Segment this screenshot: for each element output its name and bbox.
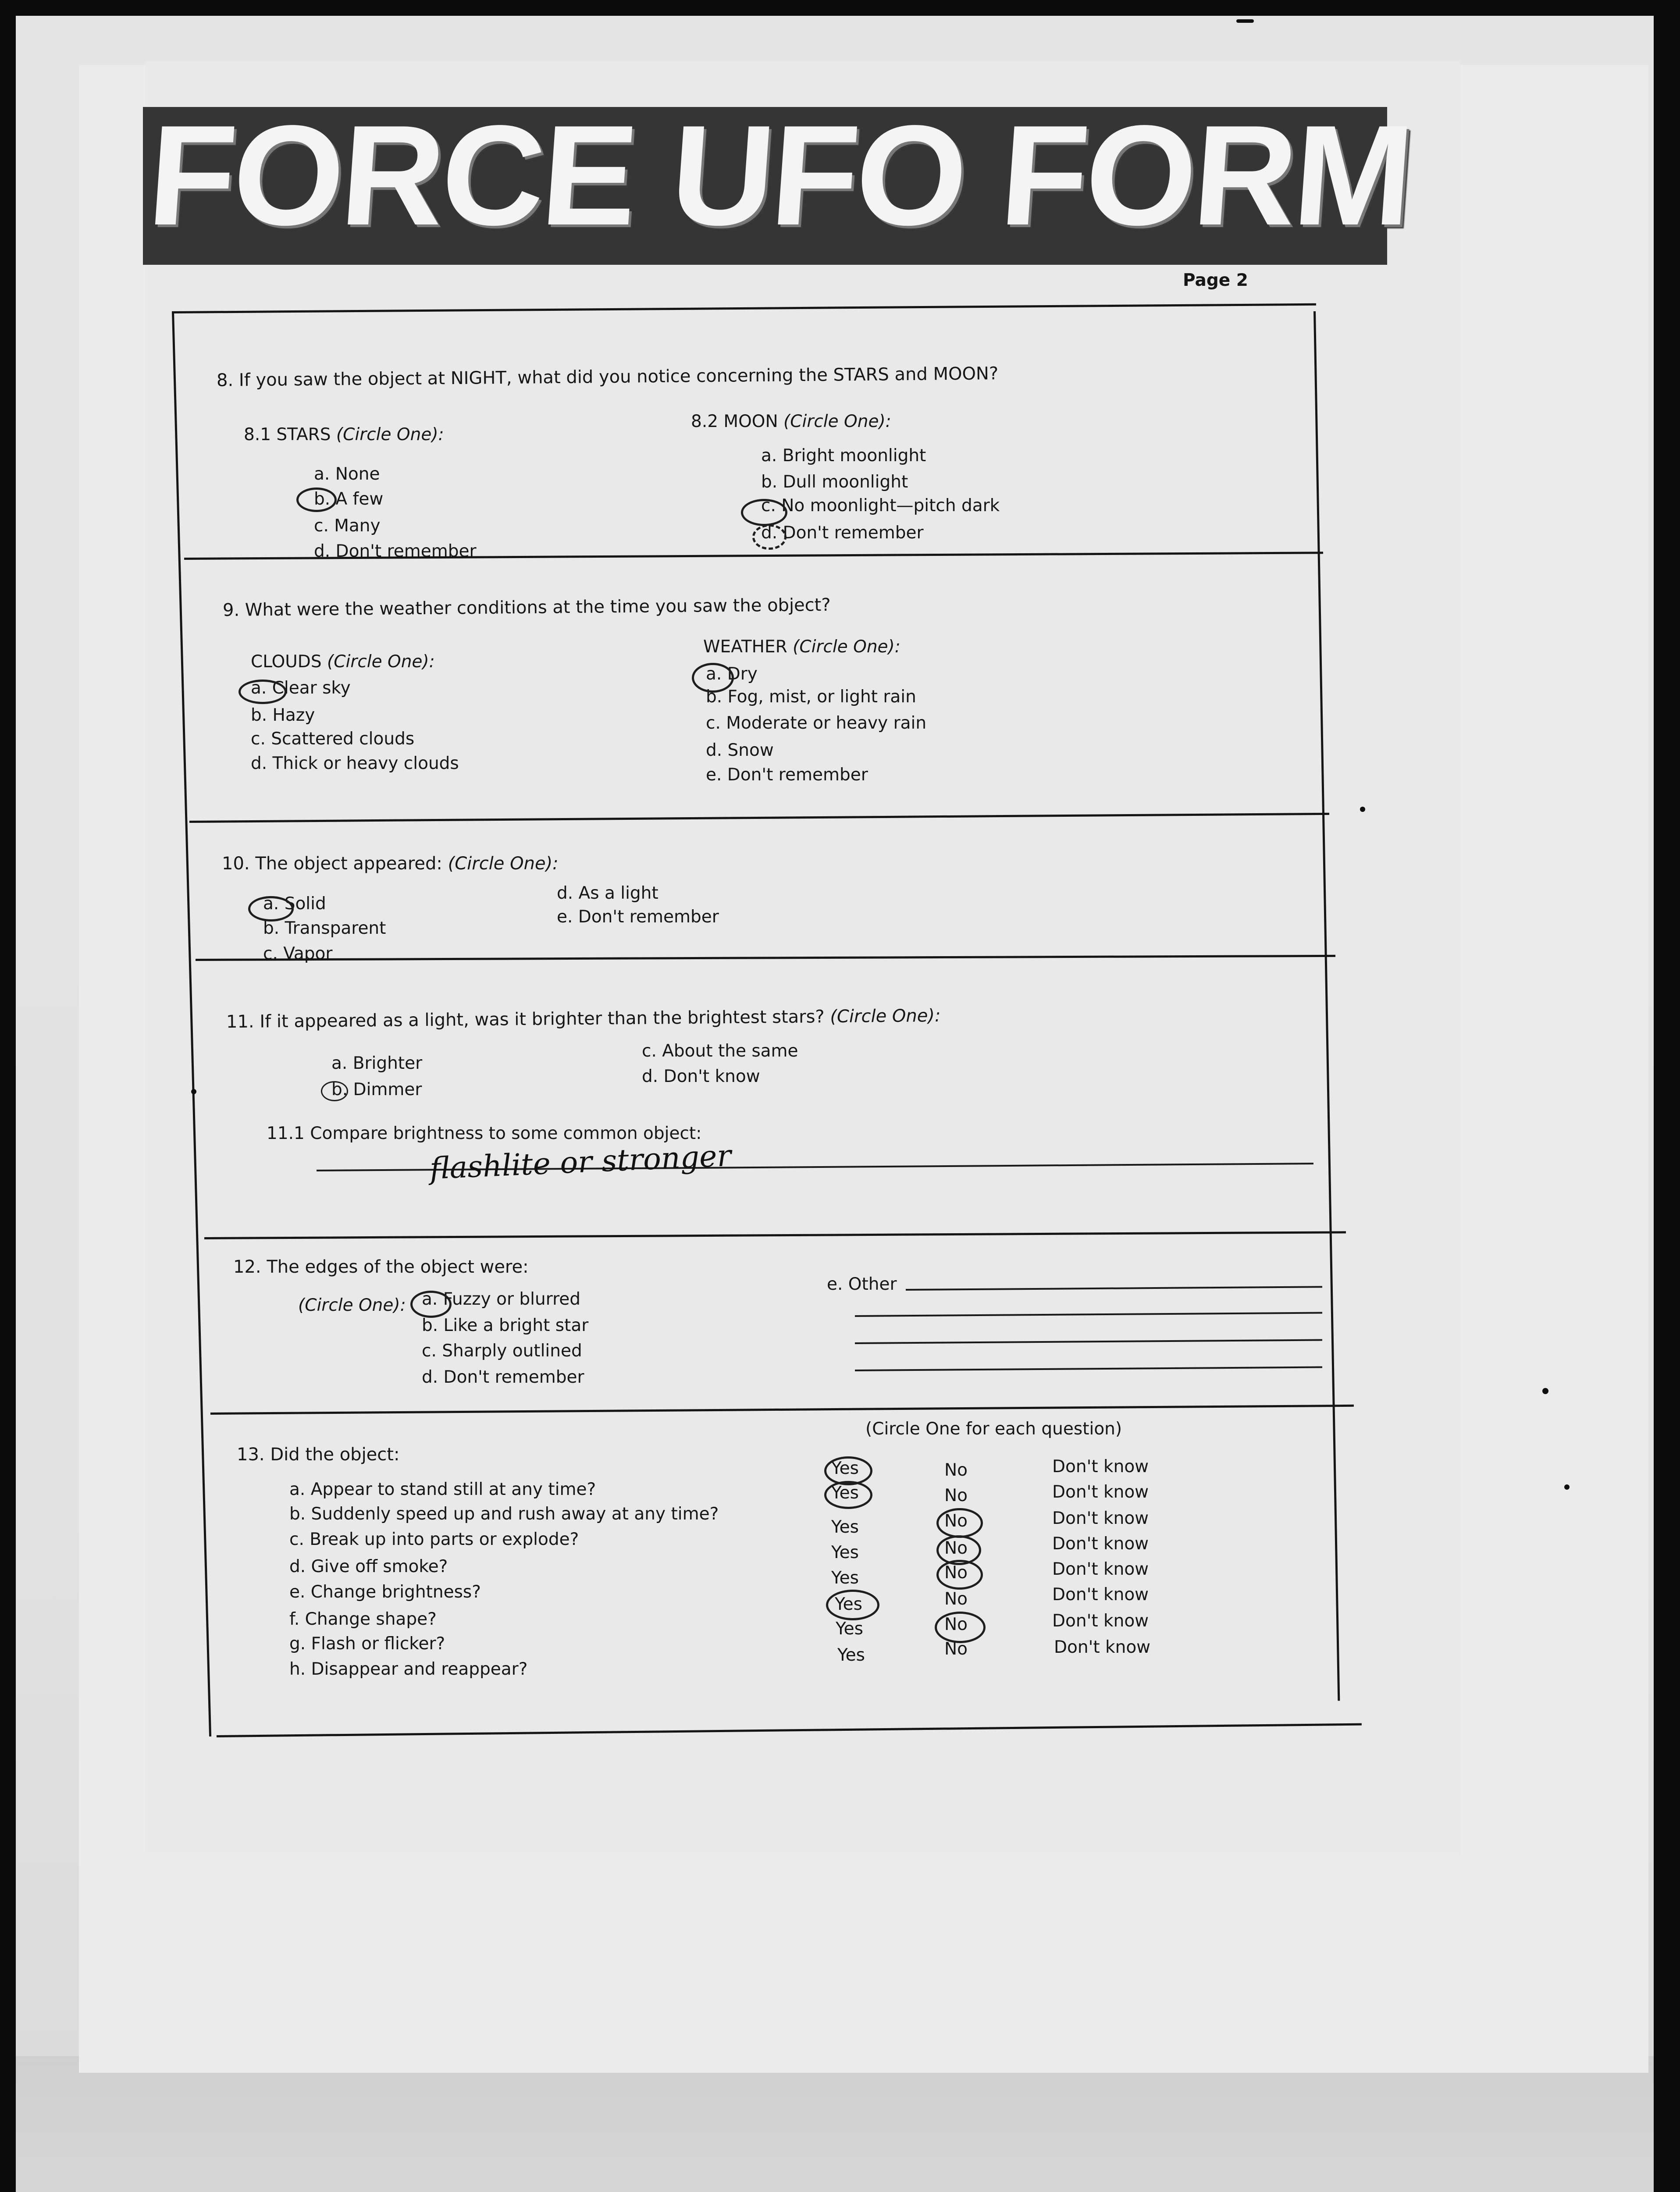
q12-hint: (Circle One):	[298, 1295, 406, 1315]
stray-mark-3	[1564, 1484, 1570, 1490]
q13-item-f: f. Change shape?	[289, 1609, 437, 1629]
q13-h-yes[interactable]: Yes	[837, 1645, 865, 1665]
q13-e-no[interactable]: No	[944, 1563, 968, 1583]
q13-question: 13. Did the object:	[237, 1445, 400, 1465]
q13-g-yes[interactable]: Yes	[836, 1619, 863, 1639]
q13-e-dk[interactable]: Don't know	[1052, 1559, 1149, 1579]
q12-opt-d[interactable]: d. Don't remember	[422, 1367, 584, 1387]
q9-clouds-opt-b[interactable]: b. Hazy	[251, 705, 315, 725]
q8-moon-circle-d	[752, 524, 787, 550]
q13-d-no[interactable]: No	[944, 1538, 968, 1558]
q13-b-circle-yes	[824, 1481, 872, 1509]
q12-other-label: e. Other	[827, 1274, 897, 1294]
q13-g-no[interactable]: No	[944, 1615, 968, 1634]
q13-item-g: g. Flash or flicker?	[289, 1634, 445, 1654]
q8-moon-label	[691, 411, 891, 432]
q8-stars-hint: (Circle One):	[336, 425, 444, 445]
q13-b-no[interactable]: No	[944, 1486, 968, 1505]
q13-instruction: (Circle One for each question)	[865, 1419, 1122, 1439]
q9-weather-opt-e[interactable]: e. Don't remember	[706, 765, 868, 785]
q13-c-no[interactable]: No	[944, 1511, 968, 1531]
q9-weather-circle-a	[692, 663, 734, 693]
q9-weather-opt-a[interactable]: a. Dry	[706, 664, 758, 684]
q9-clouds-opt-c[interactable]: c. Scattered clouds	[251, 729, 415, 749]
q10-question-text: 10. The object appeared:	[222, 854, 442, 874]
q13-g-dk[interactable]: Don't know	[1052, 1611, 1149, 1631]
q13-a-no[interactable]: No	[944, 1460, 968, 1480]
q11-opt-d[interactable]: d. Don't know	[642, 1067, 760, 1086]
q9-weather-opt-c[interactable]: c. Moderate or heavy rain	[706, 713, 927, 733]
q13-f-no[interactable]: No	[944, 1589, 968, 1609]
q11-hint: (Circle One):	[830, 1005, 941, 1027]
q9-clouds-circle-a	[238, 680, 287, 704]
q8-moon-opt-d[interactable]: d. Don't remember	[761, 523, 924, 543]
q9-weather-opt-b[interactable]: b. Fog, mist, or light rain	[706, 687, 916, 707]
q10-circle-a	[248, 896, 294, 922]
stray-mark-1	[1360, 807, 1365, 812]
q8-moon-circle-c	[741, 499, 787, 526]
q10-opt-e[interactable]: e. Don't remember	[557, 907, 719, 927]
q13-h-dk[interactable]: Don't know	[1054, 1637, 1151, 1657]
q12-opt-b[interactable]: b. Like a bright star	[422, 1316, 589, 1335]
q9-clouds-opt-d[interactable]: d. Thick or heavy clouds	[251, 754, 459, 773]
q12-question: 12. The edges of the object were:	[233, 1257, 529, 1277]
q8-stars-opt-d[interactable]: d. Don't remember	[314, 541, 477, 561]
q13-item-a: a. Appear to stand still at any time?	[289, 1480, 596, 1499]
q10-opt-c[interactable]: c. Vapor	[263, 944, 333, 964]
page-number: Page 2	[1183, 270, 1248, 290]
form-title: FORCE UFO FORM	[143, 96, 1416, 255]
q13-item-b: b. Suddenly speed up and rush away at any time?	[289, 1504, 719, 1524]
q13-d-yes[interactable]: Yes	[831, 1543, 859, 1562]
q8-stars-title: 8.1 STARS	[244, 425, 331, 445]
stray-mark-5	[1236, 19, 1254, 23]
photo-lower-strip	[16, 2056, 1654, 2192]
q8-stars-circle-b	[296, 488, 337, 512]
q13-e-circle-no	[936, 1560, 983, 1590]
q8-stars-opt-c[interactable]: c. Many	[314, 516, 381, 536]
q13-b-yes[interactable]: Yes	[831, 1483, 859, 1503]
q8-moon-opt-c[interactable]: c. No moonlight—pitch dark	[761, 496, 1000, 516]
q8-stars-label	[244, 424, 444, 445]
q13-c-circle-no	[936, 1508, 983, 1538]
q8-stars-opt-a[interactable]: a. None	[314, 464, 380, 484]
q9-question: 9. What were the weather conditions at the time you saw the object?	[222, 594, 831, 621]
q13-a-yes[interactable]: Yes	[831, 1459, 859, 1478]
q10-hint: (Circle One):	[448, 854, 559, 874]
q13-item-c: c. Break up into parts or explode?	[289, 1530, 579, 1549]
q13-item-e: e. Change brightness?	[289, 1582, 481, 1602]
q12-opt-a[interactable]: a. Fuzzy or blurred	[422, 1289, 581, 1309]
q9-weather-title: WEATHER	[703, 637, 787, 657]
stray-mark-4	[191, 1089, 196, 1094]
q8-stars-opt-b[interactable]: b. A few	[314, 489, 384, 509]
q8-moon-opt-a[interactable]: a. Bright moonlight	[761, 446, 926, 466]
q11-circle-b	[321, 1081, 348, 1101]
q10-opt-a[interactable]: a. Solid	[263, 894, 326, 914]
q13-h-no[interactable]: No	[944, 1639, 968, 1659]
q13-e-yes[interactable]: Yes	[831, 1568, 859, 1588]
q9-clouds-opt-a[interactable]: a. Clear sky	[251, 678, 351, 698]
q13-c-yes[interactable]: Yes	[831, 1517, 859, 1537]
q11-opt-a[interactable]: a. Brighter	[331, 1053, 423, 1073]
q10-opt-d[interactable]: d. As a light	[557, 883, 658, 903]
q8-moon-title: 8.2 MOON	[691, 412, 778, 431]
q13-d-dk[interactable]: Don't know	[1052, 1534, 1149, 1554]
q11-opt-b[interactable]: b. Dimmer	[331, 1080, 422, 1100]
q9-clouds-title: CLOUDS	[251, 652, 322, 672]
q13-g-circle-no	[935, 1612, 986, 1643]
stray-mark-2	[1542, 1388, 1548, 1394]
q8-moon-opt-b[interactable]: b. Dull moonlight	[761, 472, 908, 492]
q9-clouds-label	[251, 651, 435, 673]
q11-opt-c[interactable]: c. About the same	[642, 1041, 798, 1061]
q11-compare-label: 11.1 Compare brightness to some common object:	[267, 1124, 702, 1143]
q13-f-dk[interactable]: Don't know	[1052, 1585, 1149, 1605]
q9-weather-hint: (Circle One):	[793, 637, 901, 657]
q9-weather-label	[703, 637, 901, 658]
q13-item-d: d. Give off smoke?	[289, 1557, 448, 1576]
q8-moon-hint: (Circle One):	[783, 412, 891, 431]
q12-opt-c[interactable]: c. Sharply outlined	[422, 1341, 582, 1361]
q13-f-circle-yes	[826, 1590, 879, 1620]
q8-question: 8. If you saw the object at NIGHT, what did you notice concerning the STARS and MOON?	[216, 363, 999, 391]
q10-question	[222, 853, 559, 874]
q9-clouds-hint: (Circle One):	[327, 652, 435, 672]
q13-f-yes[interactable]: Yes	[835, 1594, 862, 1614]
q11-handwritten-answer[interactable]: flashlite or stronger	[429, 1139, 732, 1186]
q12-circle-a	[410, 1291, 452, 1318]
q13-c-dk[interactable]: Don't know	[1052, 1509, 1149, 1528]
q11-question-text: 11. If it appeared as a light, was it brighter than the brightest stars?	[226, 1007, 825, 1032]
q13-b-dk[interactable]: Don't know	[1052, 1482, 1149, 1502]
q10-opt-b[interactable]: b. Transparent	[263, 918, 386, 938]
q13-a-dk[interactable]: Don't know	[1052, 1457, 1149, 1477]
q13-item-h: h. Disappear and reappear?	[289, 1659, 528, 1679]
q9-weather-opt-d[interactable]: d. Snow	[706, 740, 774, 760]
